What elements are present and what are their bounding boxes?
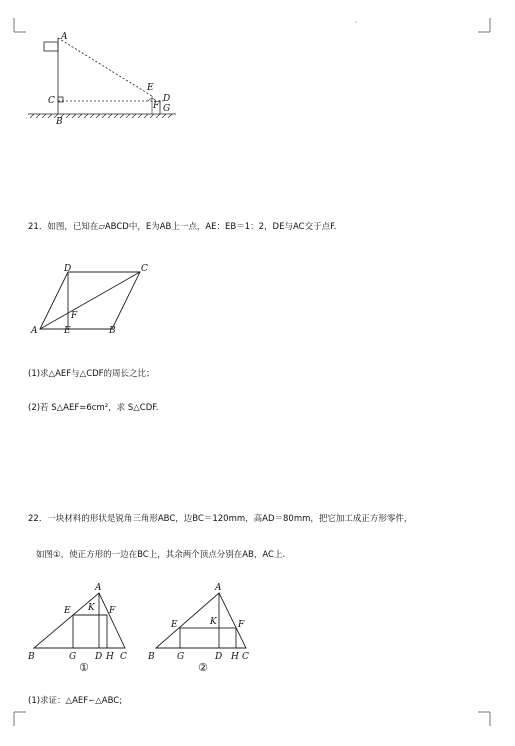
q21-label-a: A bbox=[31, 326, 38, 336]
q22-f2-label-k: K bbox=[210, 617, 217, 627]
top-figure bbox=[0, 0, 515, 140]
q21-label-c: C bbox=[141, 264, 148, 274]
q22-f2-number: ② bbox=[198, 661, 208, 674]
q21-stem: 21．如图，已知在▱ABCD中，E为AB上一点，AE：EB＝1：2，DE与AC交于点F. bbox=[28, 222, 337, 232]
q22-f1-label-b: B bbox=[28, 652, 35, 662]
q22-f1-label-d: D bbox=[95, 652, 103, 662]
top-label-c: C bbox=[48, 96, 55, 106]
q22-f1-label-f: F bbox=[109, 606, 116, 616]
q22-f2-label-h: H bbox=[231, 652, 239, 662]
q22-f2-label-a: A bbox=[215, 583, 222, 593]
q21-label-d: D bbox=[64, 264, 72, 274]
q22-stem: 22．一块材料的形状是锐角三角形ABC，边BC＝120mm，高AD＝80mm，把它加工成正方形零件， bbox=[28, 514, 413, 524]
top-label-g: G bbox=[163, 104, 171, 114]
q22-f2-label-b: B bbox=[148, 652, 155, 662]
q22-f2-label-d: D bbox=[215, 652, 223, 662]
q21-label-e: E bbox=[64, 326, 71, 336]
q22-figure-2 bbox=[0, 585, 515, 665]
top-label-e: E bbox=[147, 83, 154, 93]
q21-part1: (1)求△AEF与△CDF的周长之比； bbox=[28, 369, 155, 379]
q21-label-b: B bbox=[109, 326, 116, 336]
q22-f1-label-a: A bbox=[95, 583, 102, 593]
top-label-a: A bbox=[61, 32, 68, 42]
top-label-d: D bbox=[163, 94, 171, 104]
q22-f1-number: ① bbox=[79, 661, 89, 674]
q21-parallelogram-figure bbox=[0, 260, 515, 340]
q22-f2-label-c: C bbox=[242, 652, 249, 662]
q21-label-f: F bbox=[71, 311, 78, 321]
q22-f1-label-k: K bbox=[88, 603, 95, 613]
q22-f2-label-f: F bbox=[238, 620, 245, 630]
q22-f1-label-e: E bbox=[64, 606, 71, 616]
q22-line2: 如图①，使正方形的一边在BC上，其余两个顶点分别在AB，AC上. bbox=[36, 550, 286, 560]
q22-part1: (1)求证：△AEF∽△ABC; bbox=[28, 696, 123, 706]
q22-f2-label-g: G bbox=[177, 652, 185, 662]
q21-part2: (2)若 S△AEF=6cm²，求 S△CDF. bbox=[28, 403, 159, 413]
q22-f1-label-g: G bbox=[69, 652, 77, 662]
top-label-f: F bbox=[153, 101, 160, 111]
q22-f1-label-c: C bbox=[120, 652, 127, 662]
q22-f1-label-h: H bbox=[106, 652, 114, 662]
q22-f2-label-e: E bbox=[171, 620, 178, 630]
top-label-b: B bbox=[56, 117, 63, 127]
